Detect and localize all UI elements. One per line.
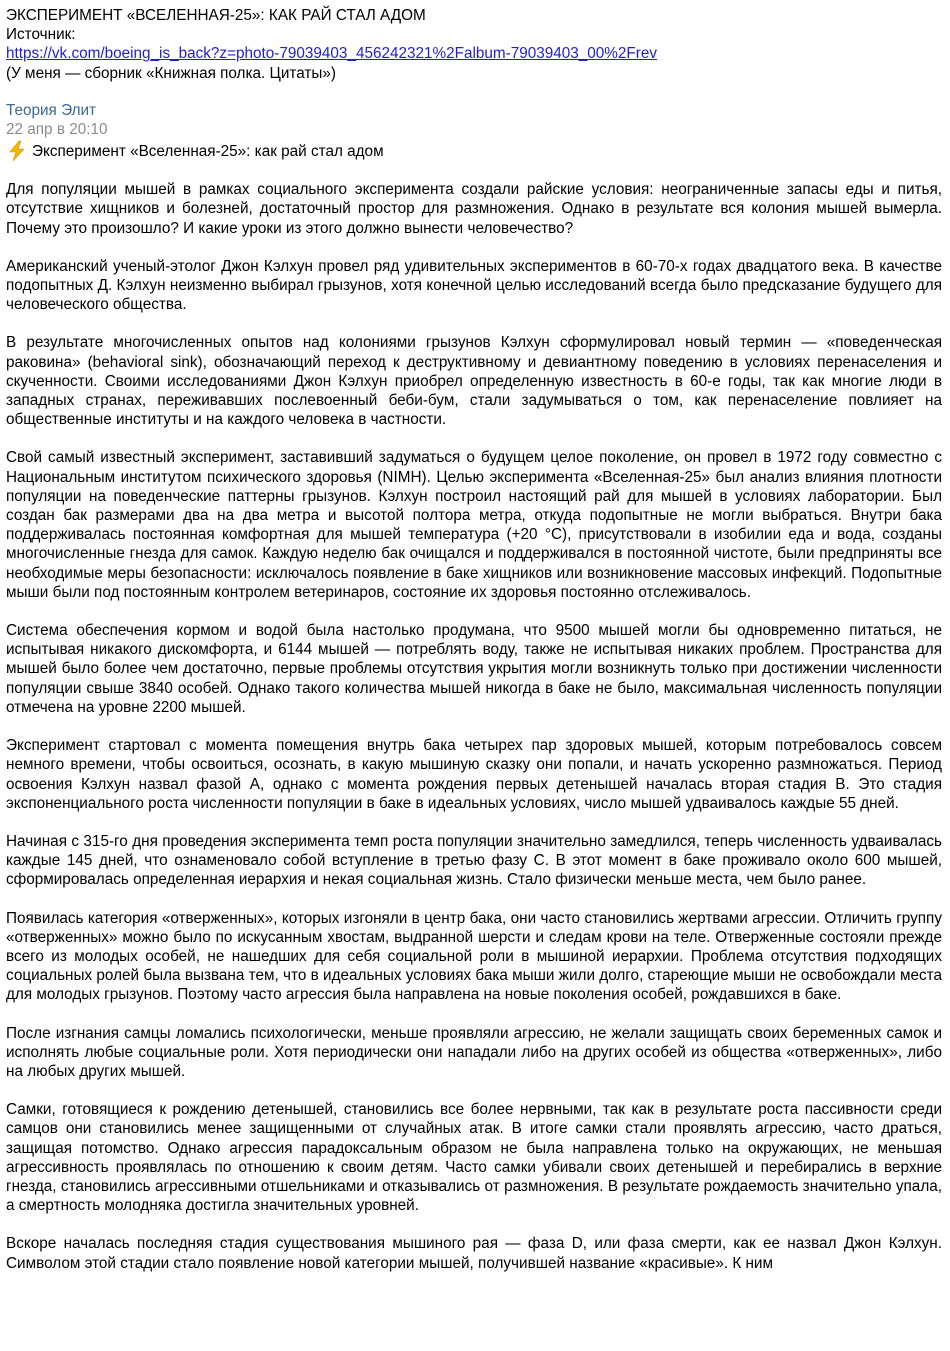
- article-body: [6, 180, 942, 1273]
- paragraph: Появилась категория «отверженных», которых изгоняли в центр бака, они часто становились жертвами агрессии. Отличить группу «отверженных» можно было по искусанным хвостам, выдранной шерсти и следам крови на теле. Отверженные состояли прежде всего из молодых особей, не нашедших для себя социальной роли в мышиной иерархии. Проблема отсутствия подходящих социальных ролей была вызвана тем, что в идеальных условиях бака мыши жили долго, стареющие мыши не освобождали места для молодых грызунов. Поэтому часто агрессия была направлена на новые поколения особей, рождавшихся в баке.: [6, 909, 942, 1004]
- paragraph: Самки, готовящиеся к рождению детенышей, становились все более нервными, так как в результате роста пассивности среди самцов они становились менее защищенными от случайных атак. В итоге самки стали проявлять агрессию, часто драться, защищая потомство. Однако агрессия парадоксальным образом не была направлена только на окружающих, не меньшая агрессивность проявлялась по отношению к своим детям. Часто самки убивали своих детенышей и перебирались в верхние гнезда, становились агрессивными отшельниками и отказывались от размножения. В результате рождаемость значительно упала, а смертность молодняка достигла значительных уровней.: [6, 1101, 942, 1215]
- paragraph: Свой самый известный эксперимент, заставивший задуматься о будущем целое поколение, он провел в 1972 году совместно с Национальным институтом психического здоровья (NIMH). Целью эксперимента «Вселенная-25» был анализ влияния плотности популяции на поведенческие паттерны грызунов. Кэлхун построил настоящий рай для мышей в условиях лаборатории. Был создан бак размерами два на два метра и высотой полтора метра, откуда подопытные не могли выбраться. Внутри бака поддерживалась постоянная комфортная для мышей температура (+20 °С), присутствовали в изобилии еда и вода, созданы многочисленные гнезда для самок. Каждую неделю бак очищался и поддерживался в постоянной чистоте, были предприняты все необходимые меры безопасности: исключалось появление в баке хищников или возникновение массовых инфекций. Подопытные мыши были под постоянным контролем ветеринаров, состояние их здоровья постоянно отслеживалось.: [6, 449, 942, 601]
- paragraph: Система обеспечения кормом и водой была настолько продумана, что 9500 мышей могли бы одновременно питаться, не испытывая никакого дискомфорта, и 6144 мышей — потреблять воду, также не испытывая никаких проблем. Пространства для мышей было более чем достаточно, первые проблемы отсутствия укрытия могли возникнуть только при достижении численности популяции свыше 3840 особей. Однако такого количества мышей никогда в баке не было, максимальная численность популяции отмечена на уровне 2200 мышей.: [6, 622, 942, 716]
- source-label: Источник:: [6, 26, 76, 44]
- paragraph: Эксперимент стартовал с момента помещения внутрь бака четырех пар здоровых мышей, которым потребовалось совсем немного времени, чтобы освоиться, осознать, в какую мышиную сказку они попали, и начать ускоренно размножаться. Период освоения Кэлхун назвал фазой А, однако с момента рождения первых детенышей началась вторая стадия B. Это стадия экспоненциального роста численности популяции в баке в идеальных условиях, число мышей удваивалось каждые 55 дней.: [6, 737, 942, 812]
- post-header: [6, 101, 942, 162]
- source-link[interactable]: https://vk.com/boeing_is_back?z=photo-79039403_456242321%2Falbum-79039403_00%2Frev: [6, 45, 658, 63]
- document-title: ЭКСПЕРИМЕНТ «ВСЕЛЕННАЯ-25»: КАК РАЙ СТАЛ АДОМ: [6, 7, 426, 24]
- post-headline: Эксперимент «Вселенная-25»: как рай стал адом: [32, 142, 384, 160]
- lightning-icon: [6, 140, 28, 162]
- paragraph: Вскоре началась последняя стадия существования мышиного рая — фаза D, или фаза смерти, как ее назвал Джон Кэлхун. Символом этой стадии стало появление новой категории мышей, получившей название «красивые». К ним: [6, 1235, 942, 1272]
- paragraph: Для популяции мышей в рамках социального эксперимента создали райские условия: неограниченные запасы еды и питья, отсутствие хищников и болезней, достаточный простор для размножения. Однако в результате вся колония мышей вымерла. Почему это произошло? И какие уроки из этого должно вынести человечество?: [6, 181, 942, 237]
- post-headline-row: [6, 140, 942, 162]
- collection-note: (У меня — сборник «Книжная полка. Цитаты»): [6, 64, 336, 82]
- paragraph: Начиная с 315-го дня проведения эксперимента темп роста популяции значительно замедлился, теперь численность удваивалась каждые 145 дней, что ознаменовало собой вступление в третью фазу C. В этот момент в баке проживало около 600 мышей, сформировалась определенная иерархия и некая социальная жизнь. Стало физически меньше места, чем было ранее.: [6, 832, 942, 889]
- paragraph: После изгнания самцы ломались психологически, меньше проявляли агрессию, не желали защищать своих беременных самок и исполнять любые социальные роли. Хотя периодически они нападали либо на других особей из общества «отверженных», либо на любых других мышей.: [6, 1024, 942, 1080]
- document-header: [6, 6, 942, 83]
- paragraph: В результате многочисленных опытов над колониями грызунов Кэлхун сформулировал новый термин — «поведенческая раковина» (behavioral sink), обозначающий переход к деструктивному и девиантному поведению в условиях перенаселения и скученности. Своими исследованиями Джон Кэлхун приобрел определенную известность в 60-е годы, так как многие люди в западных странах, переживавших послевоенный беби-бум, стали задумываться о том, как перенаселение повлияет на общественные институты и на каждого человека в частности.: [6, 334, 942, 429]
- paragraph: Американский ученый-этолог Джон Кэлхун провел ряд удивительных экспериментов в 60-70-х годах двадцатого века. В качестве подопытных Д. Кэлхун неизменно выбирал грызунов, хотя конечной целью исследований всегда было предсказание будущего для человеческого общества.: [6, 257, 942, 314]
- post-author[interactable]: Теория Элит: [6, 101, 97, 119]
- post-date[interactable]: 22 апр в 20:10: [6, 121, 108, 139]
